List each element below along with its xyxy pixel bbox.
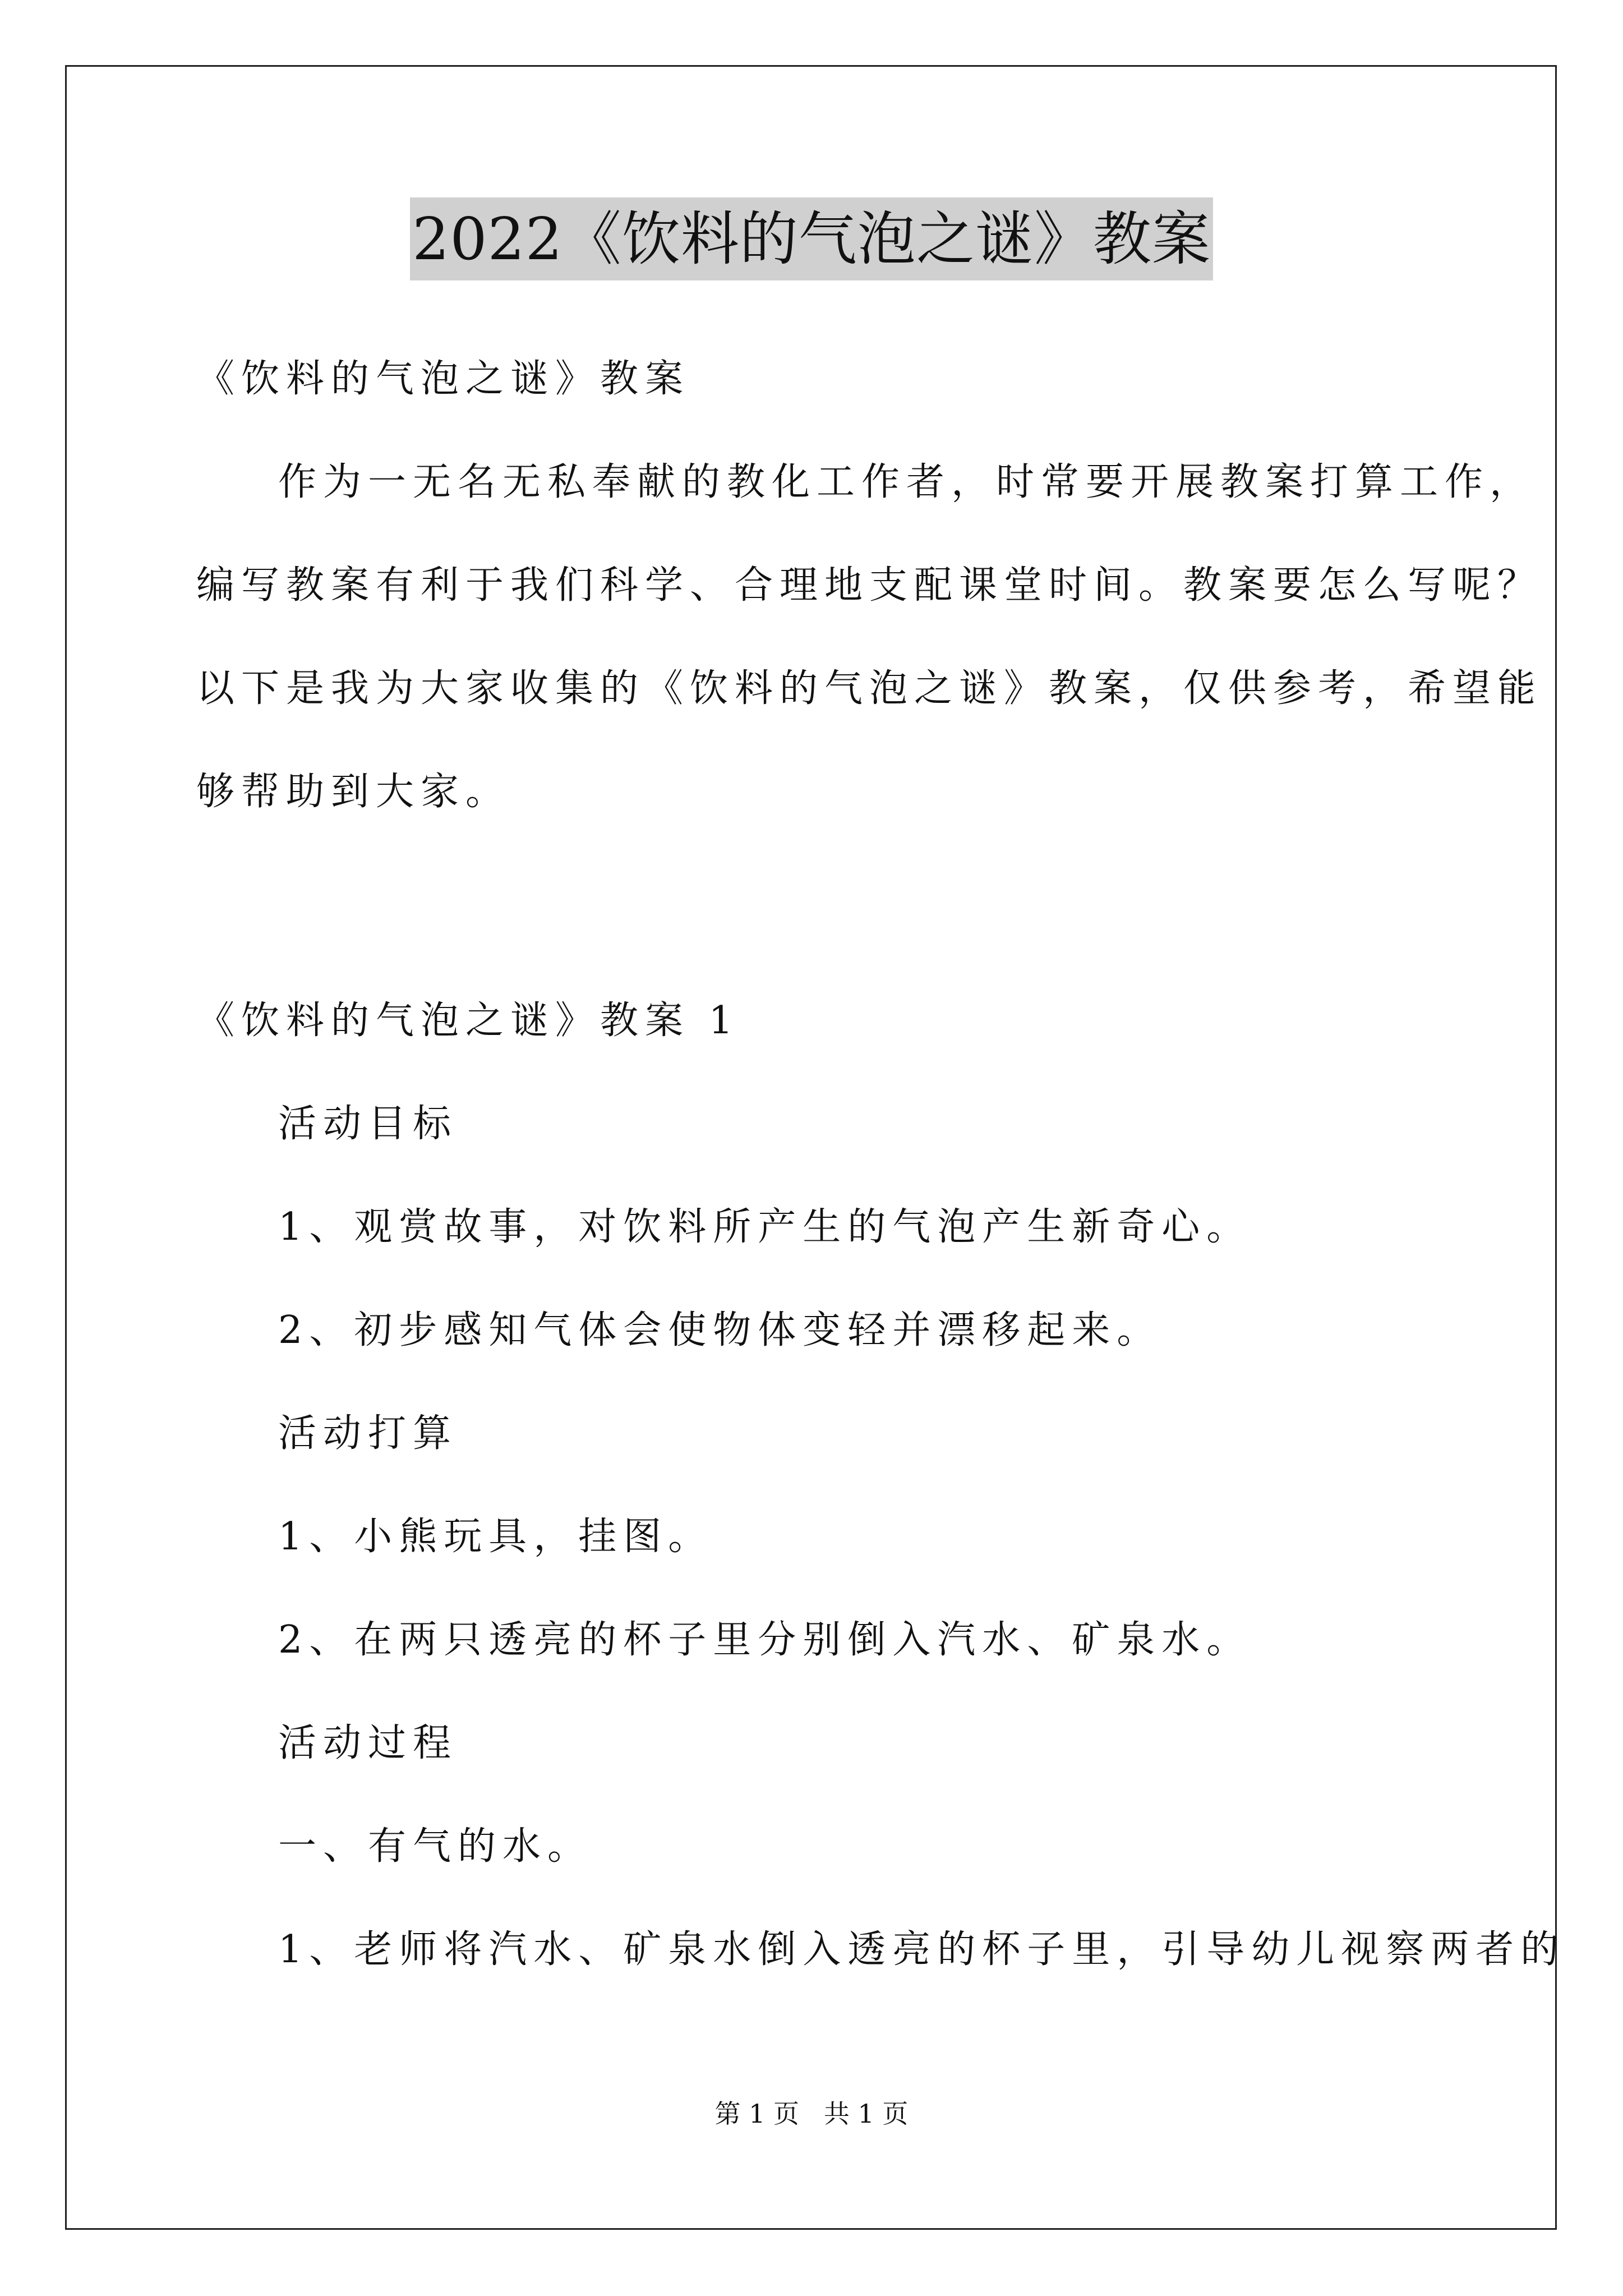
title-container xyxy=(0,197,1623,280)
process-item-1: 1、老师将汽水、矿泉水倒入透亮的杯子里，引导幼儿视察两者的 xyxy=(278,1927,1566,1972)
document-title: 2022《饮料的气泡之谜》教案 xyxy=(410,197,1213,280)
goal-item-2: 2、初步感知气体会使物体变轻并漂移起来。 xyxy=(278,1308,1162,1352)
page-footer: 第 1 页 共 1 页 xyxy=(714,2099,909,2129)
intro-line-4: 够帮助到大家。 xyxy=(196,770,511,814)
document-subtitle: 《饮料的气泡之谜》教案 xyxy=(196,357,690,401)
heading-activity-goals: 活动目标 xyxy=(278,1102,458,1146)
heading-activity-preparation: 活动打算 xyxy=(278,1411,458,1456)
goal-item-1: 1、观赏故事，对饮料所产生的气泡产生新奇心。 xyxy=(278,1205,1252,1249)
process-section-1: 一、有气的水。 xyxy=(278,1824,593,1869)
intro-line-3: 以下是我为大家收集的《饮料的气泡之谜》教案，仅供参考，希望能 xyxy=(196,666,1543,711)
section-heading: 《饮料的气泡之谜》教案 1 xyxy=(196,999,740,1043)
heading-activity-process: 活动过程 xyxy=(278,1721,458,1765)
intro-line-1: 作为一无名无私奉献的教化工作者，时常要开展教案打算工作， xyxy=(278,460,1535,504)
preparation-item-1: 1、小熊玩具，挂图。 xyxy=(278,1515,713,1559)
intro-line-2: 编写教案有利于我们科学、合理地支配课堂时间。教案要怎么写呢？ xyxy=(196,563,1543,608)
preparation-item-2: 2、在两只透亮的杯子里分别倒入汽水、矿泉水。 xyxy=(278,1618,1252,1662)
